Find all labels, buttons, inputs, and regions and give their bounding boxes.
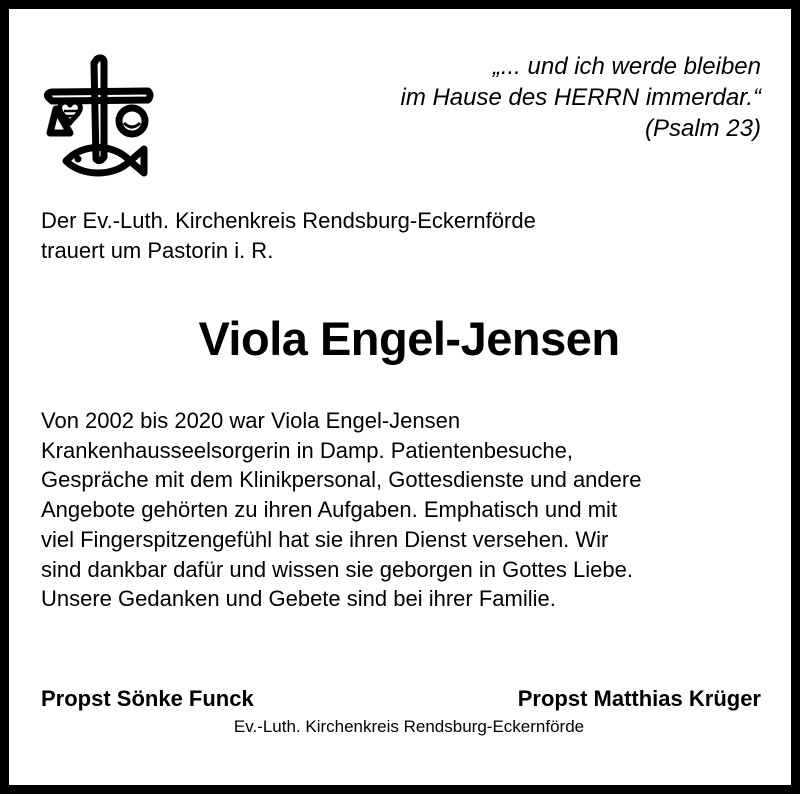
signature-right: Propst Matthias Krüger	[517, 686, 761, 711]
tribute-line: sind dankbar dafür und wissen sie geborgen in Gottes Liebe.	[41, 556, 633, 582]
signature-left: Propst Sönke Funck	[41, 686, 254, 711]
psalm-quote	[241, 51, 761, 144]
tribute-line: Gespräche mit dem Klinikpersonal, Gottesdienste und andere	[41, 467, 642, 493]
quote-line: im Hause des HERRN immerdar.“	[400, 84, 761, 111]
tribute-line: Angebote gehörten zu ihren Aufgaben. Emphatisch und mit	[41, 497, 618, 523]
tribute-text	[41, 406, 781, 614]
tribute-line: Unsere Gedanken und Gebete sind bei ihrer Familie.	[41, 586, 556, 612]
deceased-name: Viola Engel-Jensen	[198, 312, 620, 365]
quote-reference: (Psalm 23)	[644, 115, 761, 142]
signature-organization: Ev.-Luth. Kirchenkreis Rendsburg-Eckernförde	[233, 717, 585, 736]
intro-line: trauert um Pastorin i. R.	[41, 238, 274, 263]
tribute-line: viel Fingerspitzengefühl hat sie ihren Dienst versehen. Wir	[41, 526, 609, 552]
quote-line: „... und ich werde bleiben	[492, 53, 761, 80]
tribute-line: Krankenhausseelsorgerin in Damp. Patientenbesuche,	[41, 437, 573, 463]
intro-text	[41, 206, 761, 266]
intro-line: Der Ev.-Luth. Kirchenkreis Rendsburg-Eckernförde	[41, 208, 536, 233]
tribute-line: Von 2002 bis 2020 war Viola Engel-Jensen	[41, 408, 461, 433]
cross-anchor-fish-logo-icon	[42, 53, 157, 180]
